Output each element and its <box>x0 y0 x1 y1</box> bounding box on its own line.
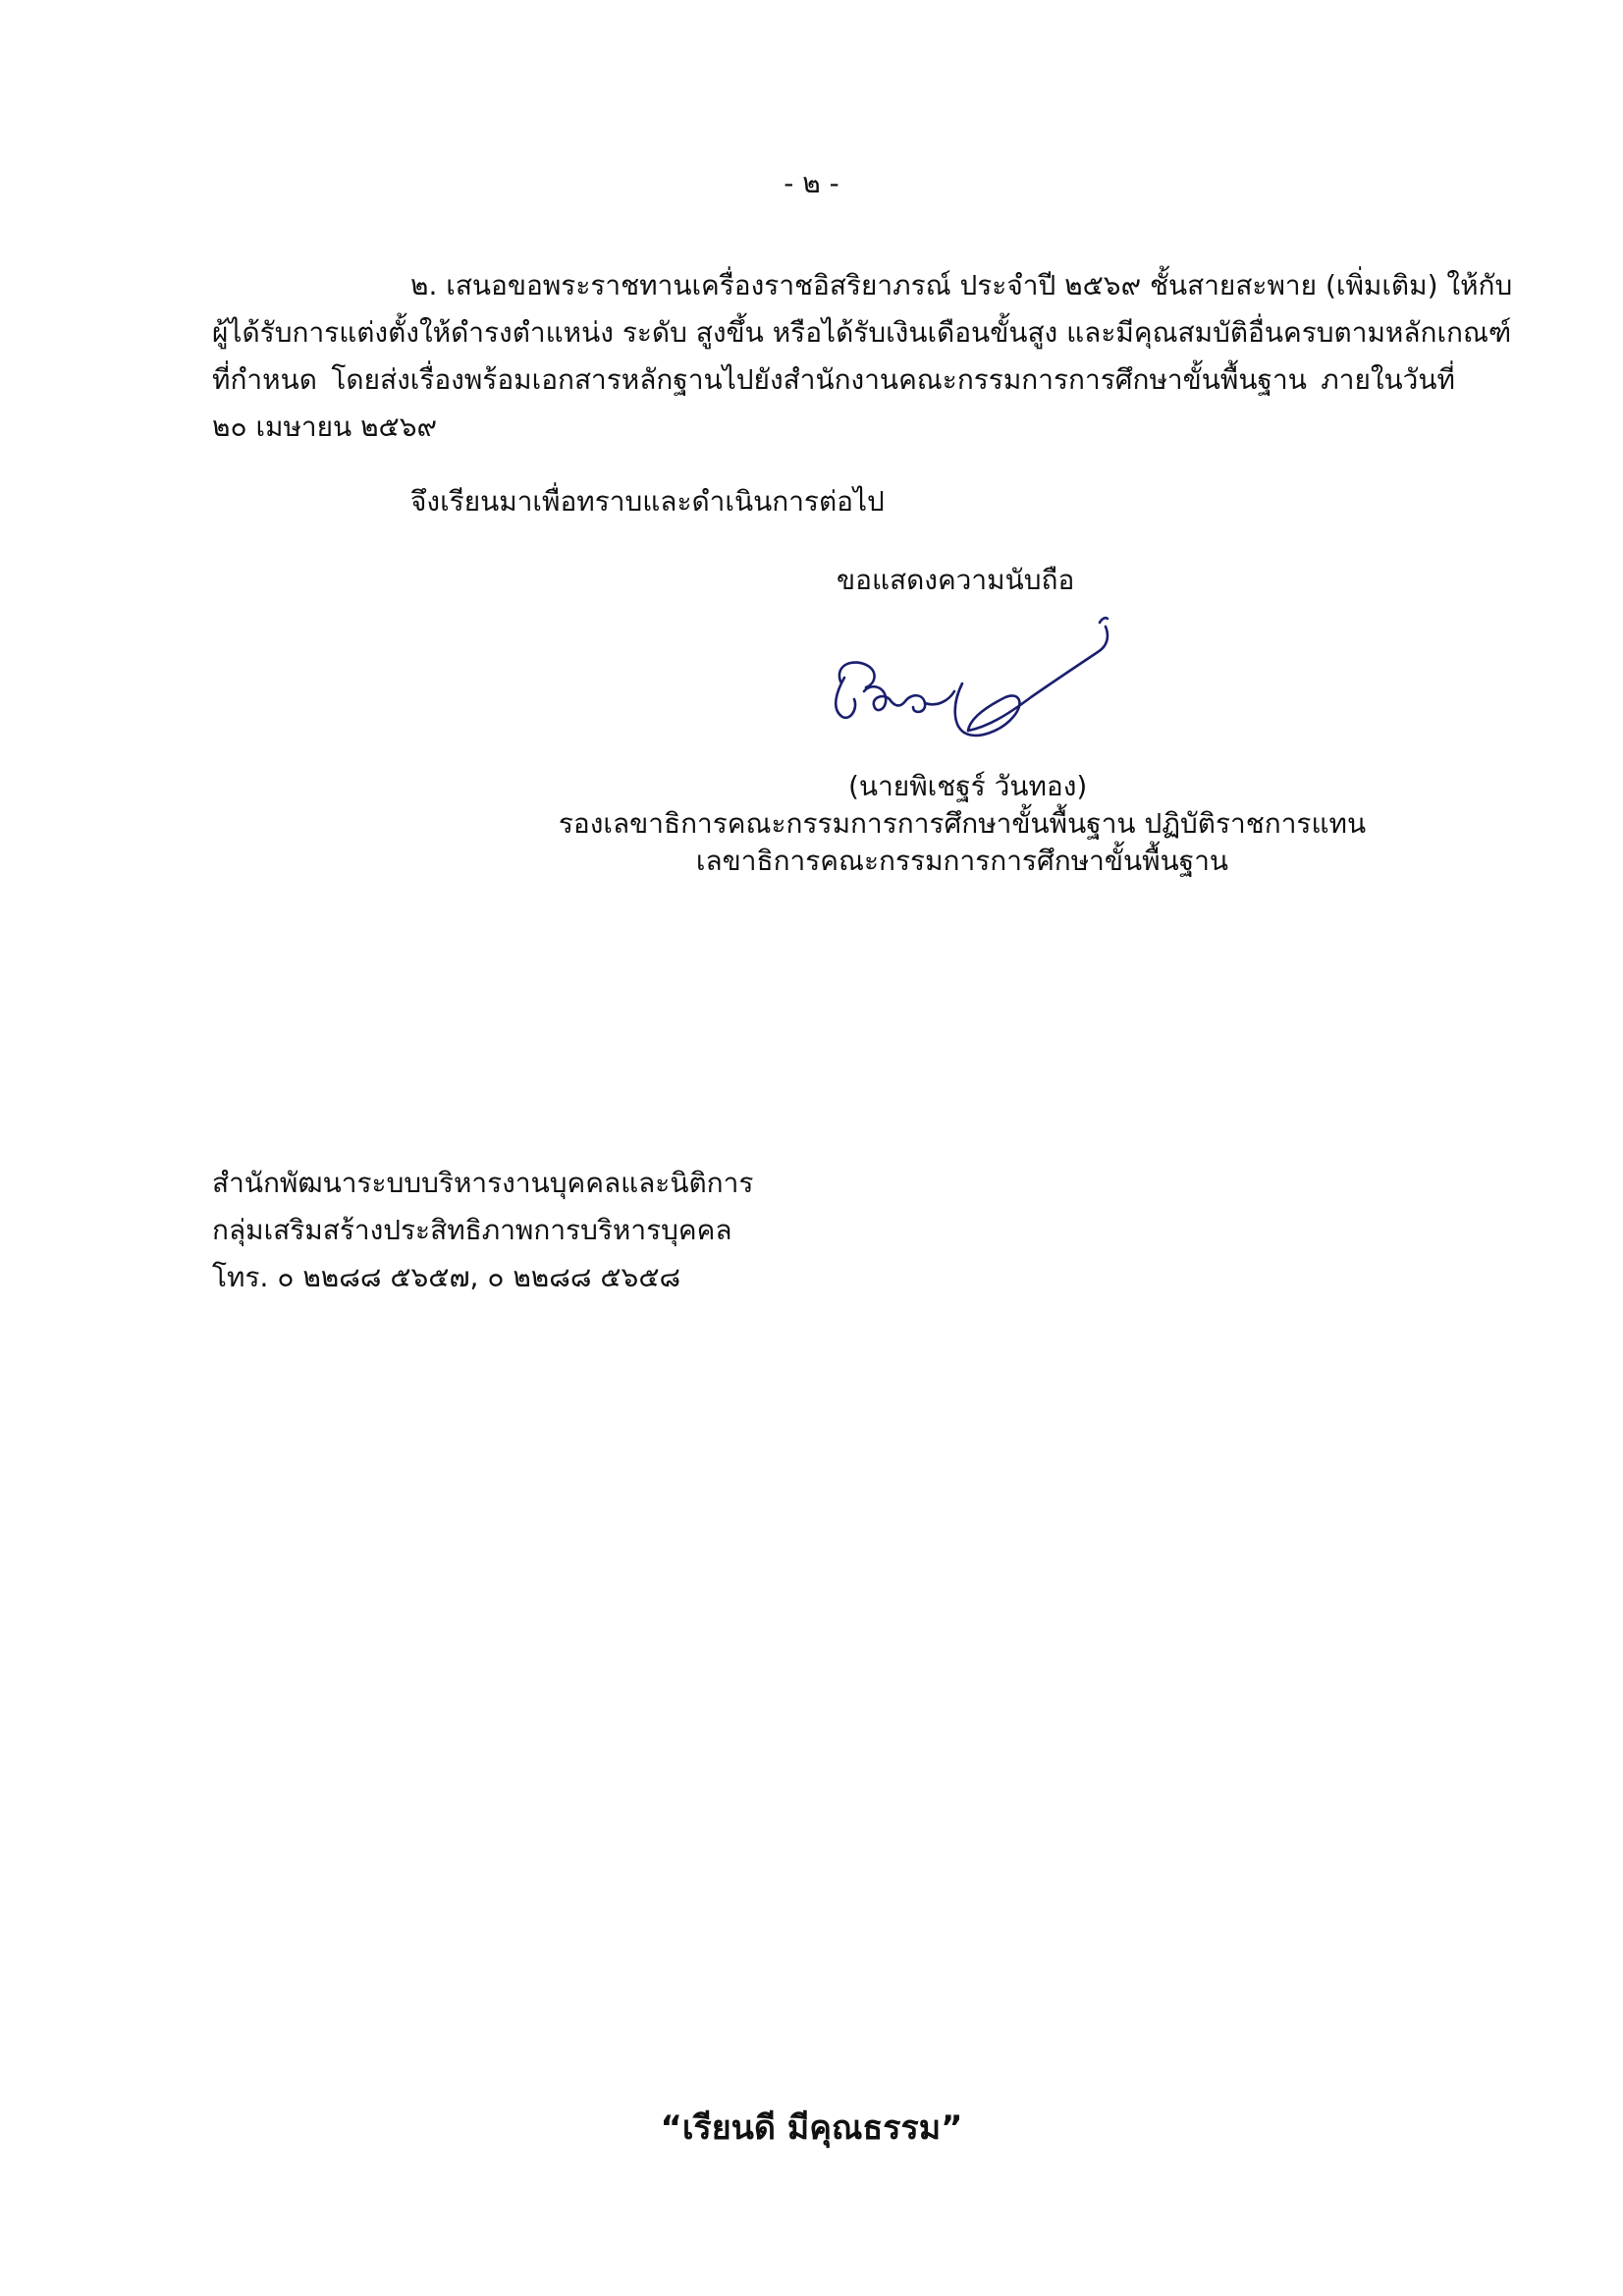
paragraph-line-3: ที่กำหนด โดยส่งเรื่องพร้อมเอกสารหลักฐานไปยังสำนักงานคณะกรรมการการศึกษาขั้นพื้นฐาน ภายในวันที่ <box>212 363 1455 396</box>
paragraph-line-1: ๒. เสนอขอพระราชทานเครื่องราชอิสริยาภรณ์ ประจำปี ๒๕๖๙ ชั้นสายสะพาย (เพิ่มเติม) ให้กับ <box>410 269 1513 301</box>
salutation: ขอแสดงความนับถือ <box>837 564 1075 596</box>
paragraph-line-2: ผู้ได้รับการแต่งตั้งให้ดำรงตำแหน่ง ระดับ สูงขึ้น หรือได้รับเงินเดือนขั้นสูง และมีคุณสมบัติอื่นครบตามหลักเกณฑ์ <box>212 316 1512 349</box>
signatory-position-line-1: รองเลขาธิการคณะกรรมการการศึกษาขั้นพื้นฐาน ปฏิบัติราชการแทน <box>558 807 1367 840</box>
contact-phone: โทร. ๐ ๒๒๘๘ ๕๖๕๗, ๐ ๒๒๘๘ ๕๖๕๘ <box>212 1261 681 1293</box>
contact-group: กลุ่มเสริมสร้างประสิทธิภาพการบริหารบุคคล <box>212 1214 732 1246</box>
paragraph-line-4: ๒๐ เมษายน ๒๕๖๙ <box>212 410 438 443</box>
signatory-name: (นายพิเชฐร์ วันทอง) <box>848 770 1088 802</box>
closing-sentence: จึงเรียนมาเพื่อทราบและดำเนินการต่อไป <box>410 485 885 518</box>
signatory-position-line-2: เลขาธิการคณะกรรมการการศึกษาขั้นพื้นฐาน <box>695 845 1229 877</box>
page-number: - ๒ - <box>784 167 839 199</box>
signature-image <box>815 615 1129 752</box>
footer-motto: “เรียนดี มีคุณธรรม” <box>660 2108 963 2148</box>
contact-office: สำนักพัฒนาระบบบริหารงานบุคคลและนิติการ <box>212 1167 754 1199</box>
